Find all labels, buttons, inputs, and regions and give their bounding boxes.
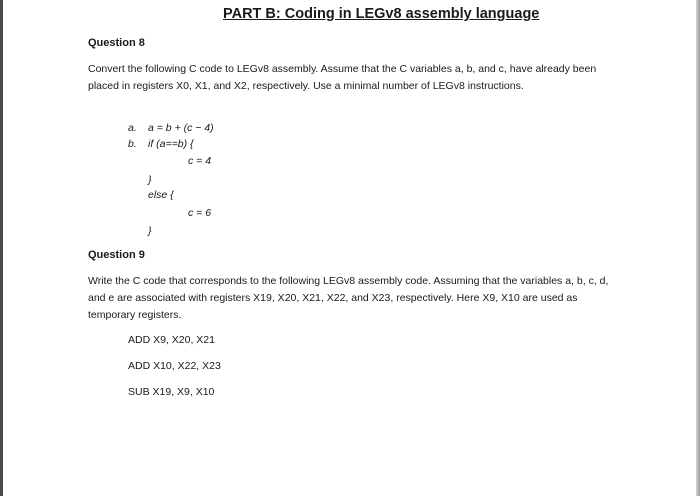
page-title: PART B: Coding in LEGv8 assembly language (223, 6, 540, 22)
code-line-c6: c = 6 (188, 207, 212, 219)
asm-line-2: ADD X10, X22, X23 (128, 360, 221, 372)
item-b-marker: b. (128, 138, 137, 150)
asm-line-3: SUB X19, X9, X10 (128, 386, 215, 398)
left-border (0, 0, 3, 496)
right-border (696, 0, 700, 496)
code-else-line: else { (148, 189, 174, 201)
item-b-code: if (a==b) { (148, 138, 194, 150)
asm-line-1: ADD X9, X20, X21 (128, 334, 215, 346)
item-a-code: a = b + (c − 4) (148, 122, 214, 134)
item-a-marker: a. (128, 122, 137, 134)
question-8-heading: Question 8 (88, 37, 145, 49)
question-9-text: Write the C code that corresponds to the following LEGv8 assembly code. Assuming that the variables a, b, c, d, and e are associated with registers X19, X20, X21, X22, and X23, respectively. Here X9, X10 are used as temporary registers. (88, 275, 609, 321)
question-9-heading: Question 9 (88, 249, 145, 261)
code-close-brace-1: } (148, 174, 152, 186)
code-line-c4: c = 4 (188, 155, 212, 167)
code-close-brace-2: } (148, 225, 152, 237)
question-8-text: Convert the following C code to LEGv8 assembly. Assume that the C variables a, b, and c, have already been placed in registers X0, X1, and X2, respectively. Use a minimal number of LEGv8 instructions. (88, 63, 597, 92)
